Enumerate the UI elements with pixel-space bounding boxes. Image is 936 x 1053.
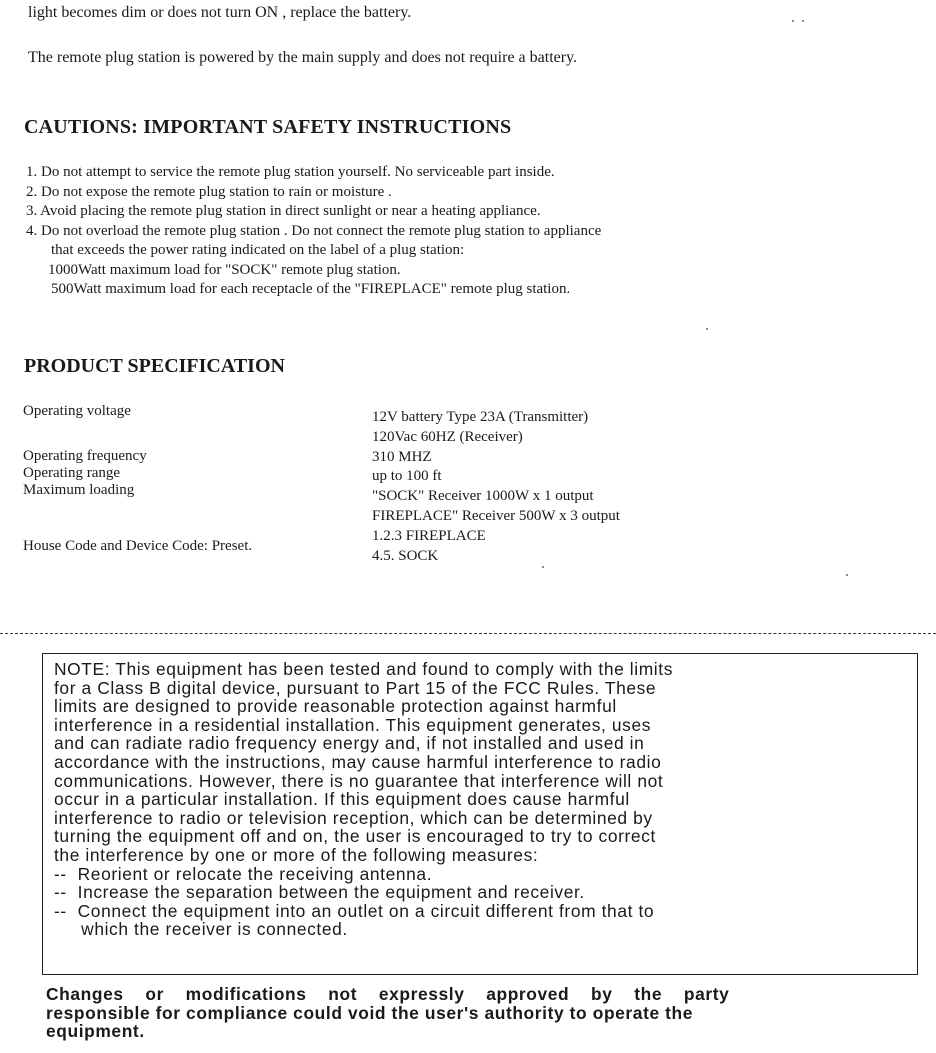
spec-label-blank	[23, 502, 252, 517]
cautions-heading: CAUTIONS: IMPORTANT SAFETY INSTRUCTIONS	[24, 116, 512, 138]
scan-speck	[846, 574, 848, 576]
changes-warning	[46, 985, 729, 1041]
fcc-note-line: communications. However, there is no guarantee that interference will not	[54, 770, 664, 791]
spec-values	[372, 409, 620, 567]
fcc-note-line: NOTE: This equipment has been tested and found to comply with the limits	[54, 659, 674, 679]
spec-label-max-loading: Maximum loading	[23, 481, 135, 498]
spec-label-house-code: House Code and Device Code: Preset.	[23, 537, 253, 554]
spec-value-code-sock: 4.5. SOCK	[372, 547, 439, 564]
fcc-note-text	[54, 660, 673, 939]
fcc-measure-item: -- Connect the equipment into an outlet on a circuit different from that to	[54, 900, 655, 921]
spec-label-range: Operating range	[23, 464, 121, 481]
cautions-list	[26, 163, 601, 300]
spec-value-frequency: 310 MHZ	[372, 448, 432, 465]
specification-heading: PRODUCT SPECIFICATION	[24, 355, 285, 377]
intro-power-text: The remote plug station is powered by the main supply and does not require a battery.	[28, 49, 578, 66]
fcc-note-line: limits are designed to provide reasonable protection against harmful	[54, 696, 617, 717]
fcc-note-line: the interference by one or more of the following measures:	[54, 844, 539, 865]
fcc-measure-item: which the receiver is connected.	[54, 919, 348, 940]
fcc-note-line: interference to radio or television reception, which can be determined by	[54, 807, 653, 828]
fcc-note-line: accordance with the instructions, may cause harmful interference to radio	[54, 751, 662, 772]
scan-speck	[802, 20, 804, 22]
fcc-note-line: for a Class B digital device, pursuant to Part 15 of the FCC Rules. These	[54, 677, 657, 698]
fcc-measure-item: -- Increase the separation between the equipment and receiver.	[54, 882, 585, 903]
spec-value-code-fireplace: 1.2.3 FIREPLACE	[372, 527, 486, 544]
caution-item-2: 2. Do not expose the remote plug station to rain or moisture .	[26, 183, 392, 200]
section-divider	[0, 633, 936, 634]
spec-value-voltage-transmitter: 12V battery Type 23A (Transmitter)	[372, 409, 589, 425]
fcc-note-line: interference in a residential installation. This equipment generates, uses	[54, 714, 652, 735]
caution-item-4: 4. Do not overload the remote plug station . Do not connect the remote plug station to appliance	[26, 222, 602, 239]
caution-item-1: 1. Do not attempt to service the remote plug station yourself. No serviceable part inside.	[26, 164, 555, 180]
fcc-note-line: occur in a particular installation. If this equipment does cause harmful	[54, 789, 630, 810]
scan-speck	[792, 20, 794, 22]
spec-label-voltage: Operating voltage	[23, 403, 131, 419]
spec-value-voltage-receiver: 120Vac 60HZ (Receiver)	[372, 428, 523, 445]
fcc-note-line: and can radiate radio frequency energy and, if not installed and used in	[54, 733, 645, 754]
changes-line: Changes or modifications not expressly approved by the party	[46, 984, 730, 1004]
scan-speck	[542, 566, 544, 568]
fcc-measure-item: -- Reorient or relocate the receiving antenna.	[54, 863, 433, 884]
spec-label-frequency: Operating frequency	[23, 447, 147, 464]
scan-speck	[706, 328, 708, 330]
fcc-note-line: turning the equipment off and on, the user is encouraged to try to correct	[54, 826, 656, 847]
caution-item-4-continued: that exceeds the power rating indicated on the label of a plug station:	[51, 242, 465, 258]
caution-sock-load: 1000Watt maximum load for "SOCK" remote plug station.	[48, 261, 401, 278]
caution-item-3: 3. Avoid placing the remote plug station in direct sunlight or near a heating appliance.	[26, 203, 541, 219]
spec-label-blank	[23, 423, 252, 448]
spec-value-sock-loading: "SOCK" Receiver 1000W x 1 output	[372, 488, 594, 505]
spec-label-blank	[23, 517, 252, 538]
changes-line: equipment.	[46, 1021, 145, 1042]
caution-fireplace-load: 500Watt maximum load for each receptacle of the "FIREPLACE" remote plug station.	[51, 281, 571, 297]
spec-value-fireplace-loading: FIREPLACE" Receiver 500W x 3 output	[372, 507, 620, 524]
intro-battery-text: light becomes dim or does not turn ON , replace the battery.	[28, 4, 412, 21]
spec-value-range: up to 100 ft	[372, 468, 442, 485]
spec-labels	[23, 403, 252, 557]
changes-line: responsible for compliance could void the user's authority to operate the	[46, 1002, 694, 1023]
